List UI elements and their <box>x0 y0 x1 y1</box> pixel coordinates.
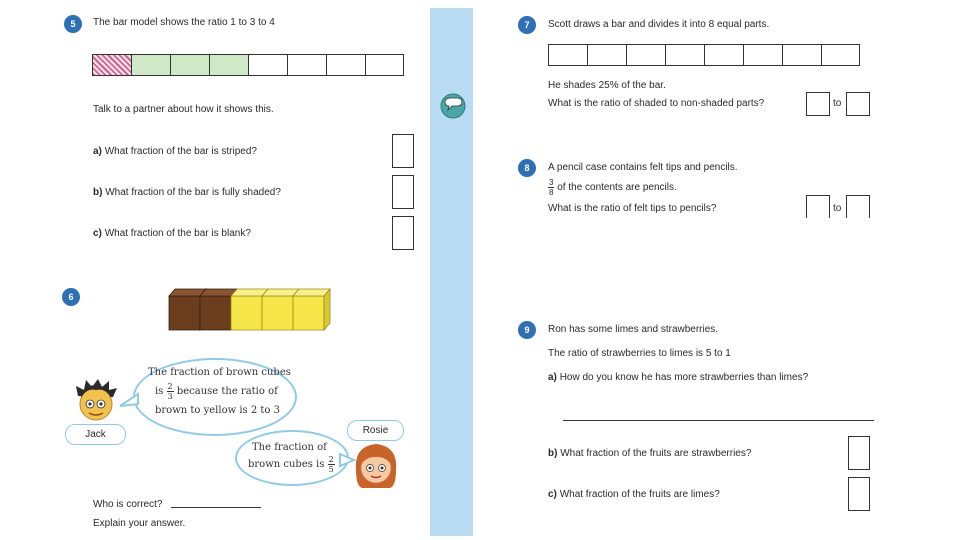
jack-speech-line-1: The fraction of brown cubes <box>148 367 291 378</box>
q9-b-answer-box[interactable] <box>848 436 870 470</box>
bar-segment-shaded <box>210 55 249 75</box>
jack-speech-is: is <box>155 386 164 397</box>
q9-intro: Ron has some limes and strawberries. <box>548 324 719 335</box>
q5-part-b <box>93 187 281 198</box>
bar-segment[interactable] <box>549 45 588 65</box>
rosie-name-tag: Rosie <box>347 420 404 441</box>
rosie-speech-line-2 <box>248 455 335 474</box>
jack-frac-num: 2 <box>167 382 173 391</box>
q5-a-answer-box[interactable] <box>392 134 414 168</box>
q9-a-answer-line[interactable] <box>563 420 874 421</box>
jack-frac-den: 3 <box>167 392 173 401</box>
q5-bar-model <box>92 54 404 76</box>
q8-answer-box-pencils[interactable] <box>846 195 870 219</box>
rosie-speech-text: brown cubes is <box>248 459 325 470</box>
page-divider <box>430 8 473 536</box>
q9-b-label: b) <box>548 448 558 459</box>
question-number-8: 8 <box>518 159 536 177</box>
question-number-7: 7 <box>518 16 536 34</box>
q8-answer-box-felt-tips[interactable] <box>806 195 830 219</box>
bar-segment[interactable] <box>627 45 666 65</box>
jack-speech-because: because the ratio of <box>176 386 278 397</box>
q9-c-text: What fraction of the fruits are limes? <box>559 489 720 500</box>
q8-frac-num: 3 <box>549 178 554 187</box>
q5-b-text: What fraction of the bar is fully shaded? <box>105 187 281 198</box>
q9-a-label: a) <box>548 372 557 383</box>
q5-c-label: c) <box>93 228 102 239</box>
q5-b-answer-box[interactable] <box>392 175 414 209</box>
bar-segment[interactable] <box>705 45 744 65</box>
jack-bubble-tail <box>118 392 140 408</box>
question-number-9: 9 <box>518 321 536 339</box>
q5-a-text: What fraction of the bar is striped? <box>104 146 257 157</box>
rosie-fraction <box>328 455 335 474</box>
q6-answer-line[interactable] <box>171 507 261 508</box>
q6-cubes <box>165 286 345 332</box>
q8-question: What is the ratio of felt tips to pencils? <box>548 203 717 214</box>
bar-segment[interactable] <box>822 45 859 65</box>
rosie-avatar <box>350 440 402 492</box>
q8-fraction <box>548 178 554 197</box>
q5-a-label: a) <box>93 146 102 157</box>
bar-segment-shaded <box>132 55 171 75</box>
q8-mask <box>800 218 880 238</box>
q7-shade: He shades 25% of the bar. <box>548 80 666 91</box>
bar-segment-blank <box>327 55 366 75</box>
q9-part-c <box>548 489 720 500</box>
q8-frac-den: 8 <box>549 188 554 197</box>
q6-explain: Explain your answer. <box>93 518 186 529</box>
bar-segment-blank <box>288 55 327 75</box>
bar-segment-blank <box>249 55 288 75</box>
q5-c-text: What fraction of the bar is blank? <box>104 228 251 239</box>
q7-answer-box-shaded[interactable] <box>806 92 830 116</box>
q8-contents-text: of the contents are pencils. <box>557 182 677 194</box>
q8-to-label: to <box>833 203 842 214</box>
q5-c-answer-box[interactable] <box>392 216 414 250</box>
jack-avatar <box>72 378 120 424</box>
q5-discuss: Talk to a partner about how it shows this. <box>93 104 274 115</box>
rosie-frac-num: 2 <box>328 455 334 464</box>
q5-part-c <box>93 228 251 239</box>
q7-to-label: to <box>833 98 842 109</box>
q7-bar <box>548 44 860 66</box>
q9-ratio: The ratio of strawberries to limes is 5 to 1 <box>548 348 731 359</box>
jack-fraction <box>167 382 174 401</box>
q9-c-label: c) <box>548 489 557 500</box>
bar-segment[interactable] <box>744 45 783 65</box>
q6-who-correct <box>93 499 162 510</box>
q7-answer-box-nonshaded[interactable] <box>846 92 870 116</box>
q9-c-answer-box[interactable] <box>848 477 870 511</box>
q9-part-a <box>548 372 808 383</box>
yellow-cube <box>293 289 330 330</box>
rosie-speech-line-1: The fraction of <box>252 442 327 453</box>
discussion-icon <box>439 93 467 119</box>
jack-speech-line-2 <box>155 382 278 401</box>
rosie-frac-den: 5 <box>328 465 334 474</box>
question-number-5: 5 <box>64 15 82 33</box>
jack-name-tag: Jack <box>65 424 126 445</box>
bar-segment-blank <box>366 55 403 75</box>
q7-intro: Scott draws a bar and divides it into 8 equal parts. <box>548 19 770 30</box>
bar-segment-shaded <box>171 55 210 75</box>
q9-b-text: What fraction of the fruits are strawberries? <box>560 448 752 459</box>
q5-part-a <box>93 146 257 157</box>
bar-segment[interactable] <box>588 45 627 65</box>
bar-segment[interactable] <box>666 45 705 65</box>
q9-part-b <box>548 448 751 459</box>
jack-speech-line-3: brown to yellow is 2 to 3 <box>155 405 280 416</box>
q9-a-text: How do you know he has more strawberries than limes? <box>559 372 809 383</box>
q8-intro: A pencil case contains felt tips and pencils. <box>548 162 738 173</box>
q5-intro: The bar model shows the ratio 1 to 3 to 4 <box>93 17 275 28</box>
q5-b-label: b) <box>93 187 103 198</box>
bar-segment-striped <box>93 55 132 75</box>
bar-segment[interactable] <box>783 45 822 65</box>
q7-question: What is the ratio of shaded to non-shaded parts? <box>548 98 765 109</box>
question-number-6: 6 <box>62 288 80 306</box>
q6-who-correct-text: Who is correct? <box>93 499 163 510</box>
q8-contents <box>548 178 677 197</box>
